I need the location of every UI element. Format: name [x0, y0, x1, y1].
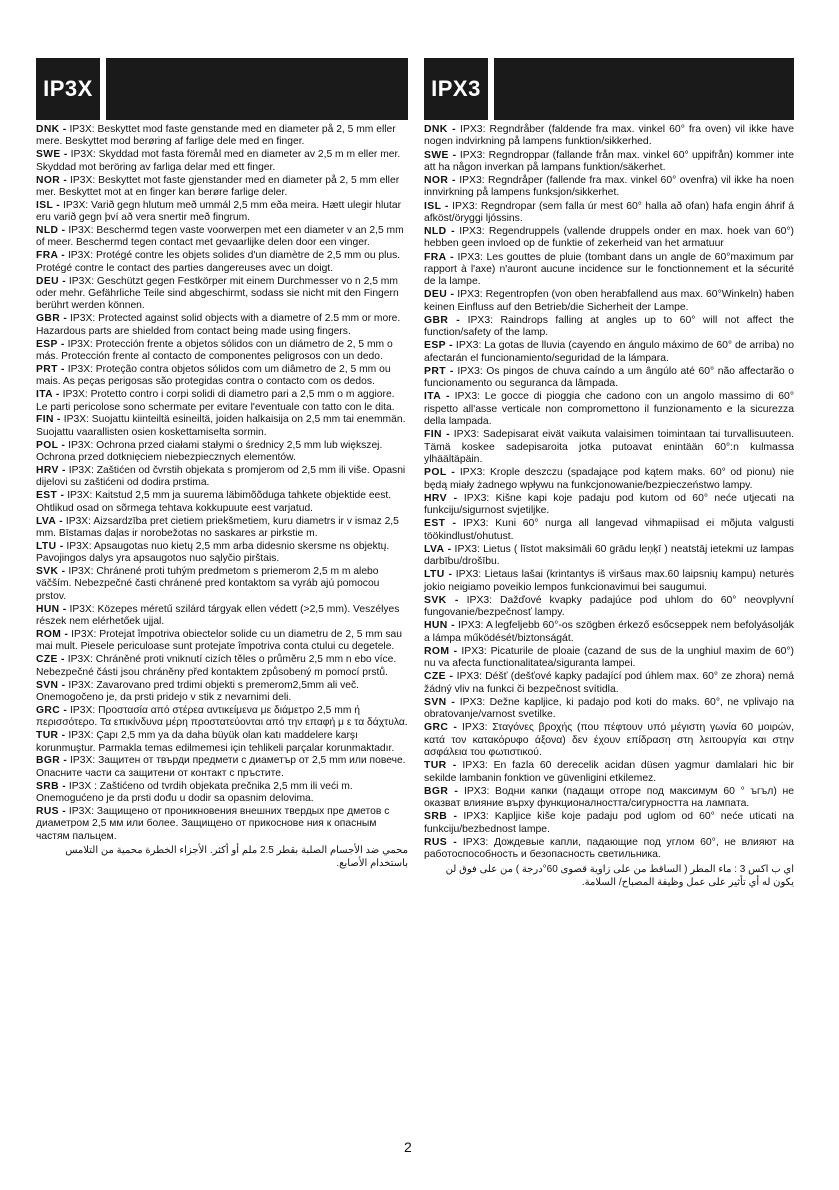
language-code: SWE -	[424, 149, 457, 161]
language-code: RUS -	[36, 806, 67, 817]
language-entry	[36, 124, 408, 149]
language-entry	[424, 518, 794, 543]
language-entry	[36, 200, 408, 225]
language-code: SVK -	[36, 566, 66, 578]
language-code: GRC -	[36, 704, 68, 716]
language-code: FRA -	[36, 250, 66, 262]
language-entry	[36, 440, 408, 465]
column-ip3x	[36, 58, 408, 870]
language-entry	[36, 781, 408, 806]
language-code: FIN -	[36, 414, 61, 426]
entry-text: IPX3: Regndråber (faldende fra max. vinkel 60° fra oven) vil ikke have nogen indvirkning på lampens funktion/sikkerhed.	[424, 124, 794, 148]
entry-text: IPX3: Déšť (dešťové kapky padající pod úhlem max. 60° ze zhora) nemá žádný vliv na funkci či bezpečnost svítidla.	[424, 671, 794, 695]
language-entry	[424, 569, 794, 594]
language-entry	[36, 175, 408, 200]
entry-text: IP3X: Geschützt gegen Festkörper mit einem Durchmesser vo n 2,5 mm oder mehr. Gefährliche Teile sind abgeschirmt, sodass sie nicht mit den Fingern berührt werden können.	[36, 275, 399, 312]
entry-text: IPX3: Kišne kapi koje padaju pod kutom od 60° neće utjecati na funkciju/sigurnost svjetiljke.	[424, 492, 794, 517]
arabic-text: محمي ضد الأجسام الصلبة بقطر 2.5 ملم أو أكثر. الأجزاء الخطرة محمية من التلامس باستخدام الأصابع.	[65, 845, 408, 870]
language-code: CZE -	[424, 671, 454, 683]
entry-text: IP3X: Apsaugotas nuo kietų 2,5 mm arba didesnio skersme ns objektų. Pavojingos dalys yra apsaugotos nuo sąlyčio pirštais.	[36, 540, 390, 565]
entry-text: IPX3: Kuni 60° nurga all langevad vihmapiisad ei mõjuta valgusti töökindlust/ohutust.	[424, 518, 794, 542]
column-ipx3	[424, 58, 794, 889]
language-code: LTU -	[36, 540, 64, 552]
language-code: LTU -	[424, 569, 453, 581]
language-code: HUN -	[36, 603, 67, 615]
language-code: HRV -	[424, 492, 458, 504]
language-code: DNK -	[424, 124, 457, 135]
language-entry	[36, 604, 408, 629]
language-entry	[424, 811, 794, 836]
language-entry	[36, 225, 408, 250]
entry-text: IPX3: Krople deszczu (spadające pod kątem maks. 60° od pionu) nie będą miały żadnego wpływu na funkcjonowanie/bezpieczeństwo lampy.	[424, 467, 794, 491]
entry-text: IPX3: Lietaus lašai (krintantys iš viršaus max.60 laipsnių kampu) neturės jokio neigiamo poveikio lempos funkcionavimui bei saugumui.	[424, 569, 794, 593]
entry-text: IPX3: A legfeljebb 60°-os szögben érkező esőcseppek nem befolyásolják a lámpa működését/biztonságát.	[424, 620, 795, 644]
language-entry	[36, 339, 408, 364]
entry-text: IPX3: Sadepisarat eivät vaikuta valaisimen toimintaan tai turvallisuuteen. Tämä koskee sadepisaroita jotka putoavat enintään 60°:n kulmassa ylhäältäpäin.	[424, 429, 794, 466]
entry-text: IPX3: Dežne kapljice, ki padajo pod koti do maks. 60°, ne vplivajo na obratovanje/varnost svetilke.	[424, 696, 794, 721]
language-code: BGR -	[424, 785, 459, 797]
entry-text: IP3X: Zavarovano pred trdimi objekti s premerom2,5mm ali več. Onemogočeno je, da prsti pridejo v stik z nevarnimi deli.	[36, 679, 360, 703]
language-entry	[36, 806, 408, 843]
language-entry	[424, 315, 794, 340]
language-entry	[424, 544, 794, 569]
language-code: ROM -	[424, 645, 458, 657]
language-entry	[36, 389, 408, 414]
entry-text: IPX3: Le gocce di pioggia che cadono con un angolo massimo di 60° rispetto all'asse verticale non compromettono il funzionamento e la sicurezza della lampada.	[424, 391, 794, 428]
page-number: 2	[404, 1139, 412, 1155]
language-entry	[424, 786, 794, 811]
language-code: ISL -	[424, 200, 449, 212]
language-entry	[424, 289, 794, 314]
header-bar	[494, 58, 794, 120]
language-code: LVA -	[36, 515, 63, 527]
language-code: NLD -	[36, 225, 66, 237]
entry-text: IP3X: Защищено от проникновения внешних твердых пре дметов с диаметром 2,5 мм или более. Защищено от прикосновe ния к опасным частям пальцем.	[36, 806, 390, 842]
entry-text: IPX3: Les gouttes de pluie (tombant dans un angle de 60°maximum par rapport à l'axe) n'auront aucune incidence sur le fonctionnement et la sécurité de la lampe.	[424, 251, 794, 288]
language-entry	[36, 755, 408, 780]
entry-text: IP3X: Chráněné proti vniknutí cizích těles o průměru 2,5 mm n ebo více. Nebezpečné části jsou chráněny před kontaktem způsobený m pomocí prstů.	[36, 654, 397, 678]
header-bar	[106, 58, 408, 120]
language-code: RUS -	[424, 836, 458, 848]
language-entry	[424, 175, 794, 200]
language-code: SVK -	[424, 594, 459, 606]
language-entry	[36, 364, 408, 389]
entry-text: IP3X: Protégé contre les objets solides d'un diamètre de 2,5 mm ou plus. Protégé contre le contact des parties dangereuses avec un doigt.	[36, 250, 401, 274]
language-code: CZE -	[36, 654, 65, 666]
entry-text: IPX3: La gotas de lluvia (cayendo en ángulo máximo de 60° de arriba) no afectarán el funcionamiento/seguridad de la lámpara.	[424, 340, 794, 364]
entry-text: IP3X: Beschermd tegen vaste voorwerpen met een diameter v an 2,5 mm of meer. Beschermd tegen contact met gevaarlijke delen door een vinger.	[36, 225, 404, 249]
entry-text: IP3X : Zaštićeno od tvrdih objekata prečnika 2,5 mm ili veći m. Onemogućeno je da prsti dođu u dodir sa opasnim delovima.	[36, 780, 353, 805]
entry-text: IP3X: Çapı 2,5 mm ya da daha büyük olan katı maddelere karşı korunmuştur. Parmakla temas edilmemesi için tehlikeli parçalar korunmaktadır.	[36, 730, 395, 754]
entry-text: IPX3: Kapljice kiše koje padaju pod uglom od 60° neće uticati na funkciju/bezbednost lampe.	[424, 811, 794, 835]
language-entry	[424, 837, 794, 862]
language-code: GBR -	[424, 314, 461, 326]
language-code: POL -	[36, 439, 66, 451]
entry-text: IPX3: Σταγόνες βροχής (που πέφτουν υπό μέγιστη γωνία 60 μοιρών, κατά τον κατακόρυφο άξονα) δεν έχουν επίδραση στη λειτουργία και στην ασφάλεια του φωτιστικού.	[424, 722, 794, 759]
language-entry	[36, 541, 408, 566]
language-entry	[424, 391, 794, 428]
language-entry	[36, 680, 408, 705]
entry-list	[424, 124, 794, 862]
entry-text: IP3X: Aizsardzība pret cietiem priekšmetiem, kuru diametrs ir v ismaz 2,5 mm. Bīstamas daļas ir norobežotas no saskares ar pirkstie m.	[36, 515, 399, 539]
language-entry	[36, 629, 408, 654]
entry-text: IP3X: Protección frente a objetos sólidos con un diámetro de 2, 5 mm o más. Protección frente al contacto de componentes peligrosos con un dedo.	[36, 338, 393, 362]
entry-text: IP3X: Protejat împotriva obiectelor solide cu un diametru de 2, 5 mm sau mai mult. Piesele periculoase sunt protejate împotriva conta ctului cu degetele.	[36, 629, 402, 653]
language-code: ISL -	[36, 199, 61, 211]
language-entry	[36, 516, 408, 541]
language-entry	[424, 620, 794, 645]
language-code: DEU -	[424, 289, 455, 301]
language-entry	[424, 429, 794, 466]
entry-text: IP3X: Beskyttet mot faste gjenstander med en diameter på 2, 5 mm eller mer. Beskyttet mot at en finger kan berøre farlige deler.	[36, 174, 400, 198]
language-entry	[424, 124, 794, 149]
entry-text: IP3X: Protected against solid objects with a diametre of 2.5 mm or more. Hazardous parts are shielded from contact being made using fingers.	[36, 313, 401, 337]
entry-text: IPX3: Водни капки (падащи отгоре под максимум 60 ° ъгъл) не оказват влияние върху функционалността/сигурността на лампата.	[424, 785, 795, 810]
entry-text: IP3X: Защитен от твърди предмети с диаметър от 2,5 mm или повече. Опасните части са защитени от контакт с пръстите.	[36, 755, 406, 779]
language-code: ESP -	[424, 340, 453, 352]
language-code: DEU -	[36, 275, 67, 287]
language-code: LVA -	[424, 543, 452, 555]
language-code: TUR -	[36, 730, 66, 742]
entry-text: IP3X: Suojattu kiinteiltä esineiltä, joiden halkaisija on 2,5 mm tai enemmän. Suojattu vaarallisten osien koskettamiselta sormin.	[36, 414, 406, 438]
language-entry	[36, 465, 408, 490]
language-entry	[424, 671, 794, 696]
entry-text: IPX3: Regndroppar (fallande från max. vinkel 60° uppifrån) kommer inte att ha någon inverkan på lampans funktion/säkerhet.	[424, 149, 795, 173]
entry-text: IP3X: Zaštićen od čvrstih objekata s promjerom od 2,5 mm ili više. Opasni dijelovi su zaštićeni od dodira prstima.	[36, 465, 406, 489]
language-entry	[424, 722, 794, 759]
language-entry	[36, 566, 408, 603]
language-code: EST -	[36, 490, 65, 502]
entry-text: IPX3: Regendruppels (vallende druppels onder en max. hoek van 60°) hebben geen invloed op de funktie of zekerheid van het armatuur	[424, 226, 795, 250]
language-code: DNK -	[36, 124, 67, 135]
language-code: FRA -	[424, 251, 454, 263]
rating-badge: IPX3	[424, 58, 488, 120]
language-code: BGR -	[36, 755, 68, 767]
language-code: EST -	[424, 518, 457, 530]
language-code: HRV -	[36, 465, 66, 476]
entry-text: IPX3: Picaturile de ploaie (cazand de sus de la unghiul maxim de 60°) nu va afecta functionalitatea/siguranta lampei.	[424, 645, 795, 670]
language-entry	[36, 730, 408, 755]
language-entry	[424, 467, 794, 492]
entry-text: IP3X: Ochrona przed ciałami stałymi o średnicy 2,5 mm lub większej. Ochrona przed dotknięciem niebezpiecznych elementów.	[36, 439, 383, 464]
entry-text: IP3X: Chránené proti tuhým predmetom s priemerom 2,5 m m alebo väčším. Nebezpečné časti chránené pred kontaktom sa vyráb ajú pomocou prstov.	[36, 566, 380, 602]
language-code: HUN -	[424, 620, 455, 632]
entry-text: IP3X: Varið gegn hlutum með ummál 2,5 mm eða meira. Hætt ulegir hlutar eru varið gegn því að vera snertir með fingrum.	[36, 199, 402, 224]
arabic-text: اي ب اكس 3 : ماء المطر ( الساقط من على زاوية قصوى 60°درجة ) من على فوق لن يكون له أي تأثير على عمل وظيفة المصباح/ السلامة.	[445, 863, 794, 888]
entry-text: IPX3: Dažďové kvapky padajúce pod uhlom do 60° neovplyvní fungovanie/bezpečnosť lampy.	[424, 594, 794, 619]
language-code: ESP -	[36, 338, 65, 350]
language-code: ITA -	[36, 389, 60, 401]
language-entry	[424, 493, 794, 518]
section-header-ip3x	[36, 58, 408, 120]
language-entry	[424, 150, 794, 175]
language-entry	[36, 414, 408, 439]
entry-text: IP3X: Beskyttet mod faste genstande med en diameter på 2, 5 mm eller mere. Beskyttet mod berøring af farlige dele med en finger.	[36, 124, 396, 148]
language-entry	[424, 760, 794, 785]
entry-list	[36, 124, 408, 843]
language-code: ROM -	[36, 629, 69, 641]
language-entry	[424, 366, 794, 391]
language-code: SVN -	[36, 679, 66, 691]
language-code: NOR -	[36, 174, 68, 186]
language-entry	[36, 313, 408, 338]
language-code: POL -	[424, 467, 456, 479]
entry-text: IPX3: En fazla 60 derecelik acidan düsen yagmur damlalari hic bir sekilde lambanin fonktion ve güvenligini etkilemez.	[424, 760, 795, 784]
language-entry	[36, 654, 408, 679]
language-entry	[36, 149, 408, 174]
entry-text: IP3X: Közepes méretű szilárd tárgyak ellen védett (>2,5 mm). Veszélyes részek nem elérhetőek ujjal.	[36, 603, 400, 628]
language-entry	[424, 201, 794, 226]
entry-text: IPX3: Regentropfen (von oben herabfallend aus max. 60°Winkeln) haben keinen Einfluss auf den Betrieb/die Sicherheit der Lampe.	[424, 289, 794, 313]
language-code: PRT -	[36, 363, 65, 375]
entry-text: IP3X: Προστασία από στέρεα αντικείμενα με διάμετρο 2,5 mm ή περισσότερο. Τα επικίνδυνα μέρη προστατεύονται από την επαφή μ ε τα δάχτυλα.	[36, 704, 408, 729]
entry-text: IPX3: Дождевые капли, падающие под углом 60°, не влияют на работоспособность и безопасность светильника.	[424, 836, 794, 861]
entry-text: IP3X: Protetto contro i corpi solidi di diametro pari a 2,5 mm o m aggiore. Le parti pericolose sono schermate per evitare l'eventuale con tatto con le dita.	[36, 389, 395, 413]
language-code: ITA -	[424, 391, 450, 403]
entry-text: IPX3: Os pingos de chuva caíndo a um ângúlo até 60° não affectarão o funcionamento ou seguranca da lâmpada.	[424, 365, 794, 390]
language-code: NLD -	[424, 226, 456, 237]
entry-text: IP3X: Skyddad mot fasta föremål med en diameter av 2,5 m m eller mer. Skyddad mot beröring av farliga delar med ett finger.	[36, 149, 401, 173]
language-code: GRC -	[424, 722, 458, 734]
language-entry	[424, 226, 794, 251]
language-entry	[424, 697, 794, 722]
entry-text: IP3X: Proteção contra objetos sólidos com um diâmetro de 2, 5 mm ou mais. As peças perigosas são protegidas contra o contacto com os dedos.	[36, 363, 391, 388]
entry-text: IPX3: Regndropar (sem falla úr mest 60° halla að ofan) hafa engin áhrif á afköst/öryggi ljóssins.	[424, 200, 794, 224]
rating-badge: IP3X	[36, 58, 100, 120]
section-header-ipx3	[424, 58, 794, 120]
language-code: SVN -	[424, 696, 456, 708]
language-code: FIN -	[424, 429, 450, 441]
entry-text: IPX3: Regndråper (fallende fra max. vinkel 60° ovenfra) vil ikke ha noen innvirkning på lampens funksjon/sikkerhet.	[424, 175, 795, 199]
language-entry	[424, 595, 794, 620]
language-entry	[36, 276, 408, 313]
language-code: PRT -	[424, 365, 454, 377]
language-entry	[424, 646, 794, 671]
entry-text: IPX3: Raindrops falling at angles up to 60° will not affect the function/safety of the lamp.	[424, 314, 794, 339]
language-entry	[36, 705, 408, 730]
language-code: GBR -	[36, 313, 68, 325]
language-entry	[424, 340, 794, 365]
language-code: SRB -	[36, 780, 67, 792]
language-code: SRB -	[424, 811, 458, 823]
language-entry	[424, 252, 794, 289]
language-code: NOR -	[424, 175, 456, 186]
language-entry	[36, 490, 408, 515]
entry-text: IPX3: Lietus ( līstot maksimāli 60 grādu leņķī ) neatstāj ietekmi uz lampas darbību/drošību.	[424, 543, 794, 568]
entry-text: IP3X: Kaitstud 2,5 mm ja suurema läbimõõduga tahkete objektide eest. Ohtlikud osad on sõrmega tehtava kokkupuute eest varjatud.	[36, 490, 392, 514]
language-entry	[36, 250, 408, 275]
language-code: SWE -	[36, 149, 68, 161]
language-code: TUR -	[424, 760, 457, 772]
